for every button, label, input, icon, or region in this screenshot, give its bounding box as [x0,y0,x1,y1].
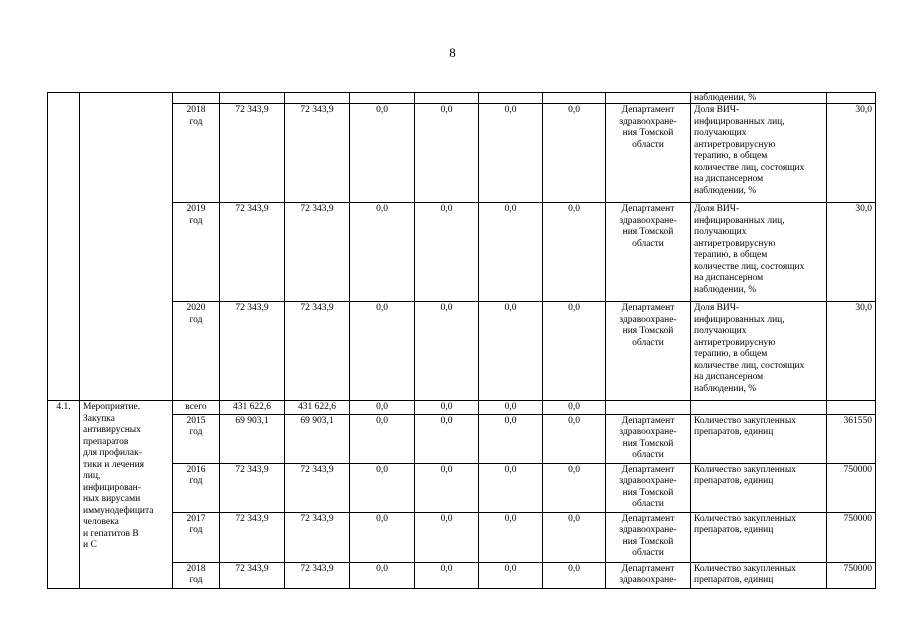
table-row [48,463,876,512]
value-cell: 0,0 [415,414,479,463]
value-cell: 69 903,1 [285,414,350,463]
page-number: 8 [449,45,456,60]
indicator-cell: Доля ВИЧ- инфицированных лиц, получающих антиретровирусную терапию, в общем количестве лиц, состоящих на диспансерном наблюдении, % [691,203,827,302]
table-row [48,203,876,302]
value-cell: 69 903,1 [220,414,285,463]
value-cell: 0,0 [415,562,479,588]
target-cell: 30,0 [827,203,876,302]
value-cell: 431 622,6 [220,401,285,415]
value-cell: 0,0 [415,512,479,562]
value-cell: 0,0 [543,401,606,415]
value-cell: 0,0 [415,302,479,401]
value-cell: 0,0 [479,414,543,463]
target-cell: 750000 [827,512,876,562]
table-row [48,512,876,562]
value-cell: 0,0 [543,414,606,463]
value-cell: 72 343,9 [220,203,285,302]
value-cell: 0,0 [479,512,543,562]
value-cell: 0,0 [543,463,606,512]
indicator-cell: Количество закупленных препаратов, единиц [691,562,827,588]
item-number: 4.1. [48,401,80,589]
value-cell: 72 343,9 [220,562,285,588]
indicator-cell: Количество закупленных препаратов, единиц [691,512,827,562]
value-cell: 72 343,9 [220,302,285,401]
value-cell: 0,0 [350,302,415,401]
department-cell: Департамент здравоохране- ния Томской области [606,512,691,562]
value-cell: 0,0 [415,203,479,302]
value-cell: 0,0 [543,302,606,401]
value-cell: 0,0 [415,104,479,203]
value-cell: 0,0 [479,463,543,512]
year-cell: 2018 год [173,104,220,203]
item-name: Мероприятие. Закупка антивирусных препаратов для профилак- тики и лечения лиц, инфицирован- ных вирусами иммунодефицита человека и гепатитов В и С [80,401,173,589]
year-cell: 2015 год [173,414,220,463]
value-cell: 0,0 [543,104,606,203]
value-cell: 72 343,9 [285,302,350,401]
year-cell: 2016 год [173,463,220,512]
value-cell: 72 343,9 [285,512,350,562]
target-cell: 750000 [827,463,876,512]
value-cell: 0,0 [350,512,415,562]
value-cell: 0,0 [479,562,543,588]
value-cell: 0,0 [479,104,543,203]
table-row [48,302,876,401]
year-cell: всего [173,401,220,415]
department-cell: Департамент здравоохране- [606,562,691,588]
year-cell: 2019 год [173,203,220,302]
value-cell: 72 343,9 [285,104,350,203]
value-cell: 72 343,9 [220,104,285,203]
program-table [47,92,876,589]
name-cell [80,93,173,401]
year-cell: 2020 год [173,302,220,401]
value-cell: 72 343,9 [285,463,350,512]
table-row [48,93,876,104]
department-cell: Департамент здравоохране- ния Томской области [606,463,691,512]
value-cell: 0,0 [350,463,415,512]
value-cell: 0,0 [479,401,543,415]
value-cell: 0,0 [350,562,415,588]
target-cell: 750000 [827,562,876,588]
value-cell: 431 622,6 [285,401,350,415]
value-cell: 0,0 [479,203,543,302]
value-cell: 0,0 [350,401,415,415]
value-cell: 0,0 [543,203,606,302]
value-cell: 0,0 [415,463,479,512]
value-cell: 0,0 [415,401,479,415]
indicator-cell: Доля ВИЧ- инфицированных лиц, получающих антиретровирусную терапию, в общем количестве лиц, состоящих на диспансерном наблюдении, % [691,302,827,401]
indicator-cell: Количество закупленных препаратов, единиц [691,414,827,463]
table-row [48,401,876,415]
value-cell: 0,0 [350,104,415,203]
value-cell: 72 343,9 [220,512,285,562]
indicator-cell: Доля ВИЧ- инфицированных лиц, получающих антиретровирусную терапию, в общем количестве лиц, состоящих на диспансерном наблюдении, % [691,104,827,203]
table-row [48,104,876,203]
table-row [48,562,876,588]
value-cell: 0,0 [543,562,606,588]
year-cell: 2017 год [173,512,220,562]
value-cell: 0,0 [350,203,415,302]
table-row [48,414,876,463]
value-cell: 72 343,9 [220,463,285,512]
number-cell [48,93,80,401]
department-cell: Департамент здравоохране- ния Томской области [606,203,691,302]
value-cell: 72 343,9 [285,203,350,302]
target-cell: 30,0 [827,302,876,401]
year-cell: 2018 год [173,562,220,588]
value-cell: 0,0 [350,414,415,463]
department-cell: Департамент здравоохране- ния Томской области [606,414,691,463]
department-cell: Департамент здравоохране- ния Томской области [606,104,691,203]
value-cell: 72 343,9 [285,562,350,588]
indicator-cell: Количество закупленных препаратов, единиц [691,463,827,512]
target-cell: 361550 [827,414,876,463]
value-cell: 0,0 [479,302,543,401]
indicator-cell: наблюдении, % [691,93,827,104]
department-cell: Департамент здравоохране- ния Томской области [606,302,691,401]
target-cell: 30,0 [827,104,876,203]
value-cell: 0,0 [543,512,606,562]
